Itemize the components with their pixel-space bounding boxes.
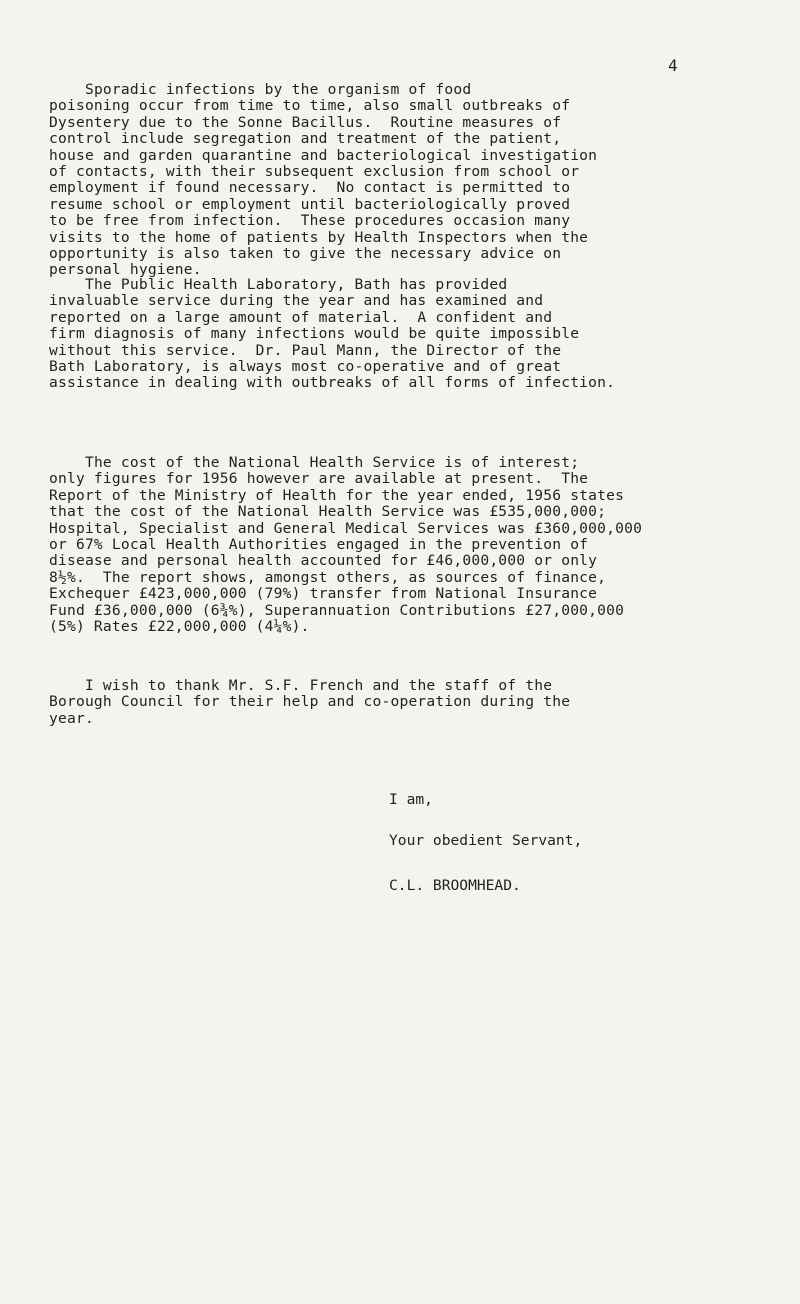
closing-obedient-servant: Your obedient Servant, bbox=[389, 832, 583, 849]
signature: C.L. BROOMHEAD. bbox=[389, 877, 521, 894]
closing-i-am: I am, bbox=[389, 791, 433, 808]
page-number: 4 bbox=[668, 56, 678, 75]
paragraph-nhs-cost: The cost of the National Health Service is of interest; only figures for 1956 however are available at present. The Report of the Ministry of Health for the year ended, 1956 states that the cost of the National Health Service was £535,000,000; Hospital, Specialist and General Medical Services was £360,000,000 or 67% Local Health Authorities engaged in the prevention of disease and personal health accounted for £46,000,000 or only 8½%. The report shows, amongst others, as sources of finance, Exchequer £423,000,000 (79%) transfer from National Insurance Fund £36,000,000 (6¾%), Superannuation Contributions £27,000,000 (5%) Rates £22,000,000 (4¼%). bbox=[49, 454, 643, 636]
paragraph-thanks: I wish to thank Mr. S.F. French and the staff of the Borough Council for their help and co-operation during the year. bbox=[49, 677, 571, 727]
paragraph-food-poisoning: Sporadic infections by the organism of food poisoning occur from time to time, also small outbreaks of Dysentery due to the Sonne Bacillus. Routine measures of control include segregation and treatment of the patient, house and garden quarantine and bacteriological investigation of contacts, with their subsequent exclusion from school or employment if found necessary. No contact is permitted to resume school or employment until bacteriologically proved to be free from infection. These procedures occasion many visits to the home of patients by Health Inspectors when the opportunity is also taken to give the necessary advice on personal hygiene. bbox=[49, 81, 598, 279]
paragraph-public-health-laboratory: The Public Health Laboratory, Bath has provided invaluable service during the year and has examined and reported on a large amount of material. A confident and firm diagnosis of many infections would be quite impossible without this service. Dr. Paul Mann, the Director of the Bath Laboratory, is always most co-operative and of great assistance in dealing with outbreaks of all forms of infection. bbox=[49, 276, 616, 392]
